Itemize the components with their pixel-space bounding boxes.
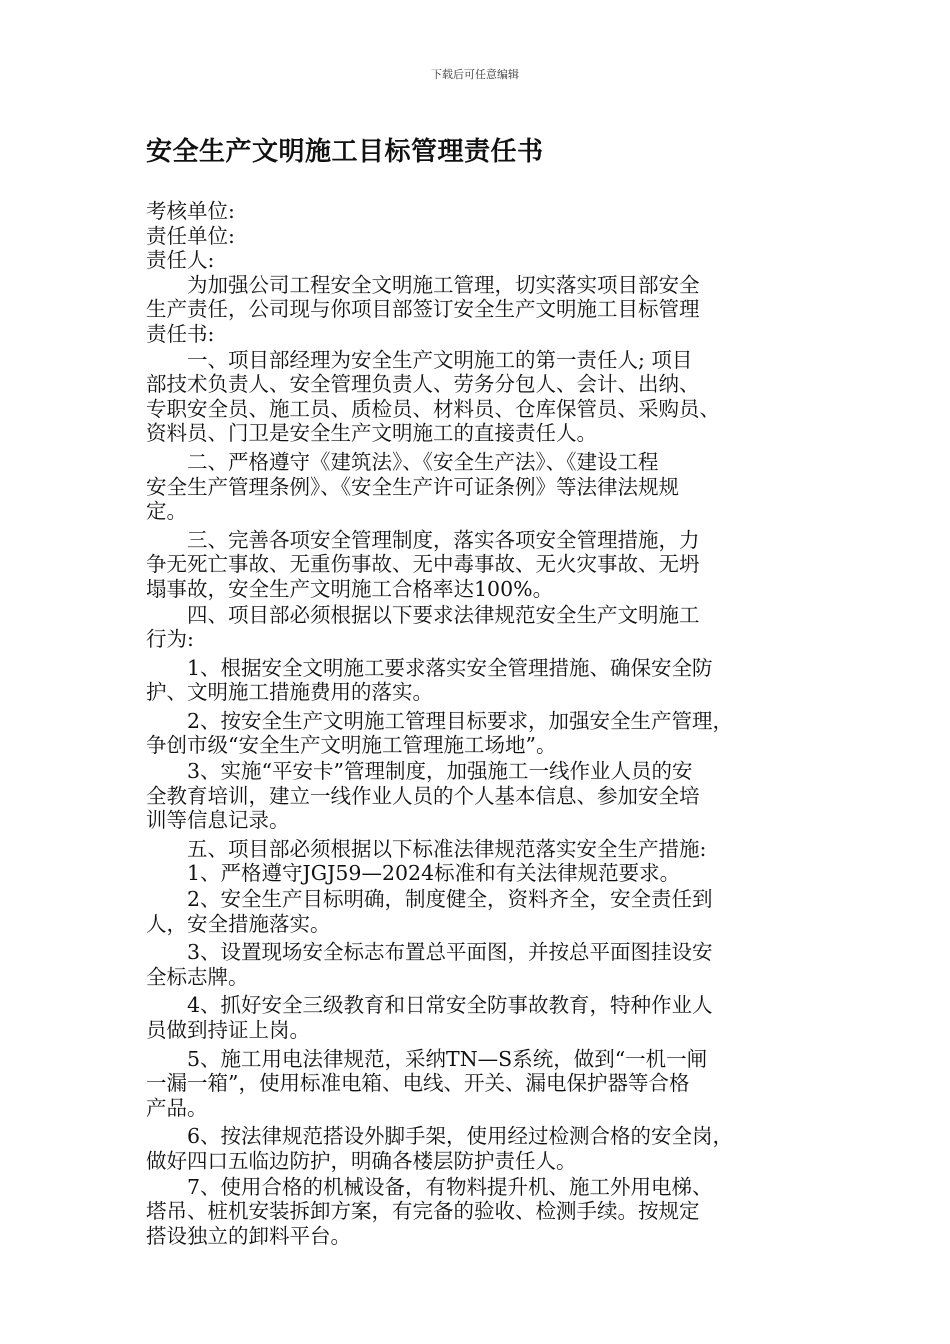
body-line: 争无死亡事故、无重伤事故、无中毒事故、无火灾事故、无坍 — [146, 552, 700, 577]
body-line: 全教育培训，建立一线作业人员的个人基本信息、参加安全培 — [146, 783, 700, 808]
body-line: 生产责任，公司现与你项目部签订安全生产文明施工目标管理 — [146, 297, 700, 322]
document-body — [146, 199, 836, 1248]
body-line: 7、使用合格的机械设备，有物料提升机、施工外用电梯、 — [146, 1174, 713, 1199]
body-line: 员做到持证上岗。 — [146, 1018, 310, 1042]
body-line: 专职安全员、施工员、质检员、材料员、仓库保管员、采购员、 — [146, 396, 720, 421]
body-line: 全标志牌。 — [146, 964, 249, 989]
body-line: 搭设独立的卸料平台。 — [146, 1223, 351, 1248]
body-line: 四、项目部必须根据以下要求法律规范安全生产文明施工 — [146, 602, 700, 627]
body-line: 1、严格遵守JGJ59—2024标准和有关法律规范要求。 — [146, 861, 681, 886]
body-line: 6、按法律规范搭设外脚手架，使用经过检测合格的安全岗， — [146, 1124, 734, 1149]
body-line: 人，安全措施落实。 — [146, 911, 331, 936]
body-line: 3、实施“平安卡”管理制度，加强施工一线作业人员的安 — [146, 759, 693, 784]
body-line: 责任单位: — [146, 223, 235, 248]
body-line: 责任书: — [146, 321, 215, 346]
body-line: 二、严格遵守《建筑法》、《安全生产法》、《建设工程 — [146, 449, 659, 474]
body-line: 安全生产管理条例》、《安全生产许可证条例》等法律法规规 — [146, 474, 679, 499]
body-line: 五、项目部必须根据以下标准法律规范落实安全生产措施: — [146, 836, 707, 861]
body-line: 护、文明施工措施费用的落实。 — [146, 680, 433, 705]
body-line: 产品。 — [146, 1095, 208, 1120]
body-line: 一、项目部经理为安全生产文明施工的第一责任人; 项目 — [146, 347, 693, 372]
body-line: 塌事故，安全生产文明施工合格率达100%。 — [146, 576, 554, 601]
body-line: 资料员、门卫是安全生产文明施工的直接责任人。 — [146, 421, 597, 446]
body-line: 争创市级“安全生产文明施工管理施工场地”。 — [146, 733, 557, 758]
body-line: 训等信息记录。 — [146, 808, 290, 833]
body-line: 2、按安全生产文明施工管理目标要求，加强安全生产管理， — [146, 708, 734, 733]
body-line: 一漏一箱”，使用标准电箱、电线、开关、漏电保护器等合格 — [146, 1071, 690, 1096]
body-line: 部技术负责人、安全管理负责人、劳务分包人、会计、出纳、 — [146, 372, 700, 397]
body-line: 4、抓好安全三级教育和日常安全防事故教育，特种作业人 — [146, 993, 713, 1018]
body-line: 塔吊、桩机安装拆卸方案，有完备的验收、检测手续。按规定 — [146, 1199, 700, 1224]
body-line: 5、施工用电法律规范，采纳TN—S系统，做到“一机一闸 — [146, 1046, 708, 1071]
body-line: 做好四口五临边防护，明确各楼层防护责任人。 — [146, 1148, 577, 1173]
body-line: 三、完善各项安全管理制度，落实各项安全管理措施，力 — [146, 527, 700, 552]
body-line: 考核单位: — [146, 199, 235, 223]
document-title: 安全生产文明施工目标管理责任书 — [146, 137, 544, 167]
body-line: 1、根据安全文明施工要求落实安全管理措施、确保安全防 — [146, 655, 713, 680]
body-line: 2、安全生产目标明确，制度健全，资料齐全，安全责任到 — [146, 887, 713, 912]
body-line: 3、设置现场安全标志布置总平面图，并按总平面图挂设安 — [146, 940, 713, 965]
body-line: 为加强公司工程安全文明施工管理，切实落实项目部安全 — [146, 272, 700, 297]
body-line: 责任人: — [146, 248, 215, 273]
body-line: 定。 — [146, 499, 187, 524]
body-line: 行为: — [146, 627, 194, 652]
page-header-note: 下载后可任意编辑 — [431, 68, 519, 81]
